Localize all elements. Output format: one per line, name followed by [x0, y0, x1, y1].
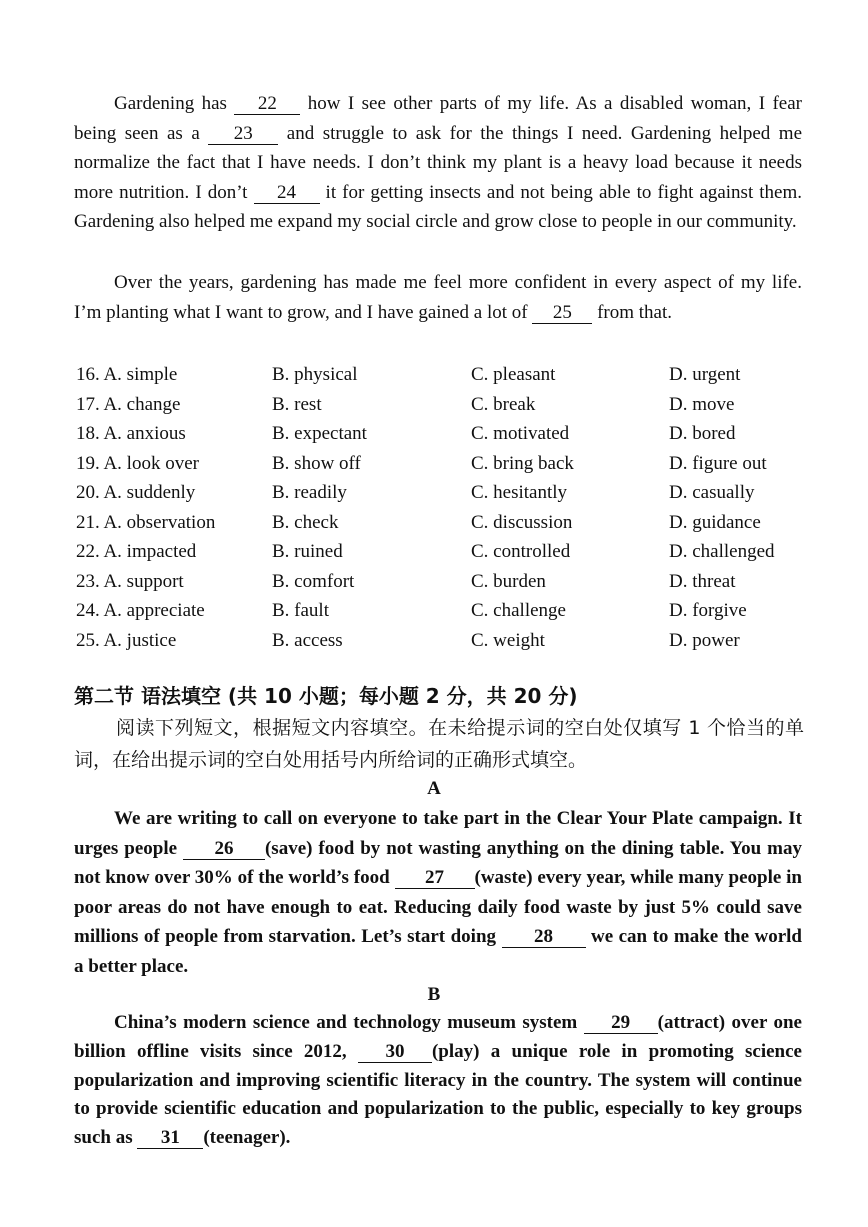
text-run: from that. [592, 301, 673, 323]
text-run: (play) a unique role in promoting science popularization and improving scientific literacy in the country. The system will continue to provide scientific education and popularization to the public, especially to key groups such as [74, 1040, 802, 1149]
option-c: C. controlled [471, 541, 571, 562]
option-b: B. physical [272, 364, 358, 385]
text-run: We are writing to call on everyone to take part in the Clear Your Plate campaign. It urges people [74, 808, 802, 859]
text-run: Over the years, gardening has made me feel more confident in every aspect of my life. I’m planting what I want to grow, and I have gained a lot of [74, 272, 802, 323]
option-c: C. burden [471, 570, 546, 592]
passage-paragraph-2 [74, 268, 802, 327]
option-a: 19. A. look over [76, 452, 199, 474]
option-c: C. break [471, 393, 536, 415]
blank-27: 27 [395, 868, 475, 889]
text-run: and struggle to ask for the things I need. Gardening helped me normalize the fact that I have needs. I don’t think my plant is a heavy load because it needs more nutrition. I don’t [74, 122, 803, 203]
option-a: 23. A. support [76, 570, 184, 592]
option-c: C. motivated [471, 423, 570, 444]
blank-30: 30 [358, 1042, 432, 1063]
section-instructions: 阅读下列短文，根据短文内容填空。在未给提示词的空白处仅填写 1 个恰当的单词，在给出提示词的空白处用括号内所给词的正确形式填空。 [74, 717, 804, 771]
passage-paragraph-1 [74, 89, 802, 237]
text-run: Gardening has [114, 93, 235, 114]
text-run: (save) food by not wasting anything on the dining table. You may not know over 30% of the world’s food [74, 837, 803, 888]
text-run: we can to make the world a better place. [74, 926, 802, 977]
section-title: 第二节 语法填空 (共 10 小题；每小题 2 分，共 20 分) [74, 684, 578, 708]
option-row-25 [76, 626, 806, 656]
option-c: C. bring back [471, 452, 574, 474]
passage-label-b: B [427, 984, 441, 1005]
option-b: B. check [272, 511, 339, 533]
option-d: D. threat [669, 570, 736, 592]
option-row-17 [76, 390, 806, 420]
text-run: (teenager). [203, 1127, 291, 1149]
option-c: C. pleasant [471, 364, 556, 385]
option-d: D. casually [669, 482, 755, 503]
option-b: B. access [272, 629, 343, 651]
option-row-18 [76, 419, 806, 449]
option-b: B. readily [272, 482, 347, 503]
option-b: B. rest [272, 393, 322, 415]
blank-25: 25 [532, 303, 592, 324]
option-row-21 [76, 508, 806, 538]
option-d: D. power [669, 629, 740, 651]
passage-a [74, 804, 802, 981]
option-b: B. fault [272, 600, 329, 621]
option-b: B. comfort [272, 570, 355, 592]
text-run: (attract) over one billion offline visits since 2012, [74, 1012, 802, 1062]
option-row-24 [76, 596, 806, 626]
options-table [76, 360, 806, 655]
text-run: how I see other parts of my life. As a disabled woman, I fear being seen as a [74, 93, 802, 144]
blank-26: 26 [183, 839, 265, 860]
option-d: D. challenged [669, 541, 775, 562]
option-row-22 [76, 537, 806, 567]
option-a: 16. A. simple [76, 364, 178, 385]
option-c: C. weight [471, 629, 545, 651]
option-d: D. bored [669, 423, 736, 444]
option-b: B. expectant [272, 423, 367, 444]
option-c: C. discussion [471, 511, 573, 533]
option-b: B. show off [272, 452, 361, 474]
option-d: D. forgive [669, 600, 747, 621]
option-c: C. challenge [471, 600, 566, 621]
option-a: 17. A. change [76, 393, 181, 415]
text-run: China’s modern science and technology museum system [114, 1012, 584, 1033]
option-row-16 [76, 360, 806, 390]
option-a: 21. A. observation [76, 511, 216, 533]
text-run: it for getting insects and not being able to fight against them. Gardening also helped me expand my social circle and grow close to people in our community. [74, 181, 802, 232]
option-c: C. hesitantly [471, 482, 568, 503]
text-run: (waste) every year, while many people in poor areas do not have enough to eat. Reducing daily food waste by just 5% could save millions of people from starvation. Let’s start doing [74, 867, 802, 947]
option-d: D. figure out [669, 452, 767, 474]
blank-24: 24 [254, 183, 320, 204]
option-d: D. guidance [669, 511, 761, 533]
blank-29: 29 [584, 1013, 658, 1034]
blank-22: 22 [234, 94, 300, 115]
blank-28: 28 [502, 927, 586, 948]
option-d: D. move [669, 393, 735, 415]
option-a: 20. A. suddenly [76, 482, 196, 503]
option-row-19 [76, 449, 806, 479]
option-a: 24. A. appreciate [76, 600, 205, 621]
blank-31: 31 [137, 1128, 203, 1149]
passage-b [74, 1009, 802, 1153]
blank-23: 23 [208, 124, 278, 145]
option-a: 22. A. impacted [76, 541, 197, 562]
option-row-20 [76, 478, 806, 508]
option-a: 18. A. anxious [76, 423, 186, 444]
option-a: 25. A. justice [76, 629, 177, 651]
option-b: B. ruined [272, 541, 343, 562]
option-d: D. urgent [669, 364, 741, 385]
passage-label-a: A [427, 778, 441, 799]
option-row-23 [76, 567, 806, 597]
